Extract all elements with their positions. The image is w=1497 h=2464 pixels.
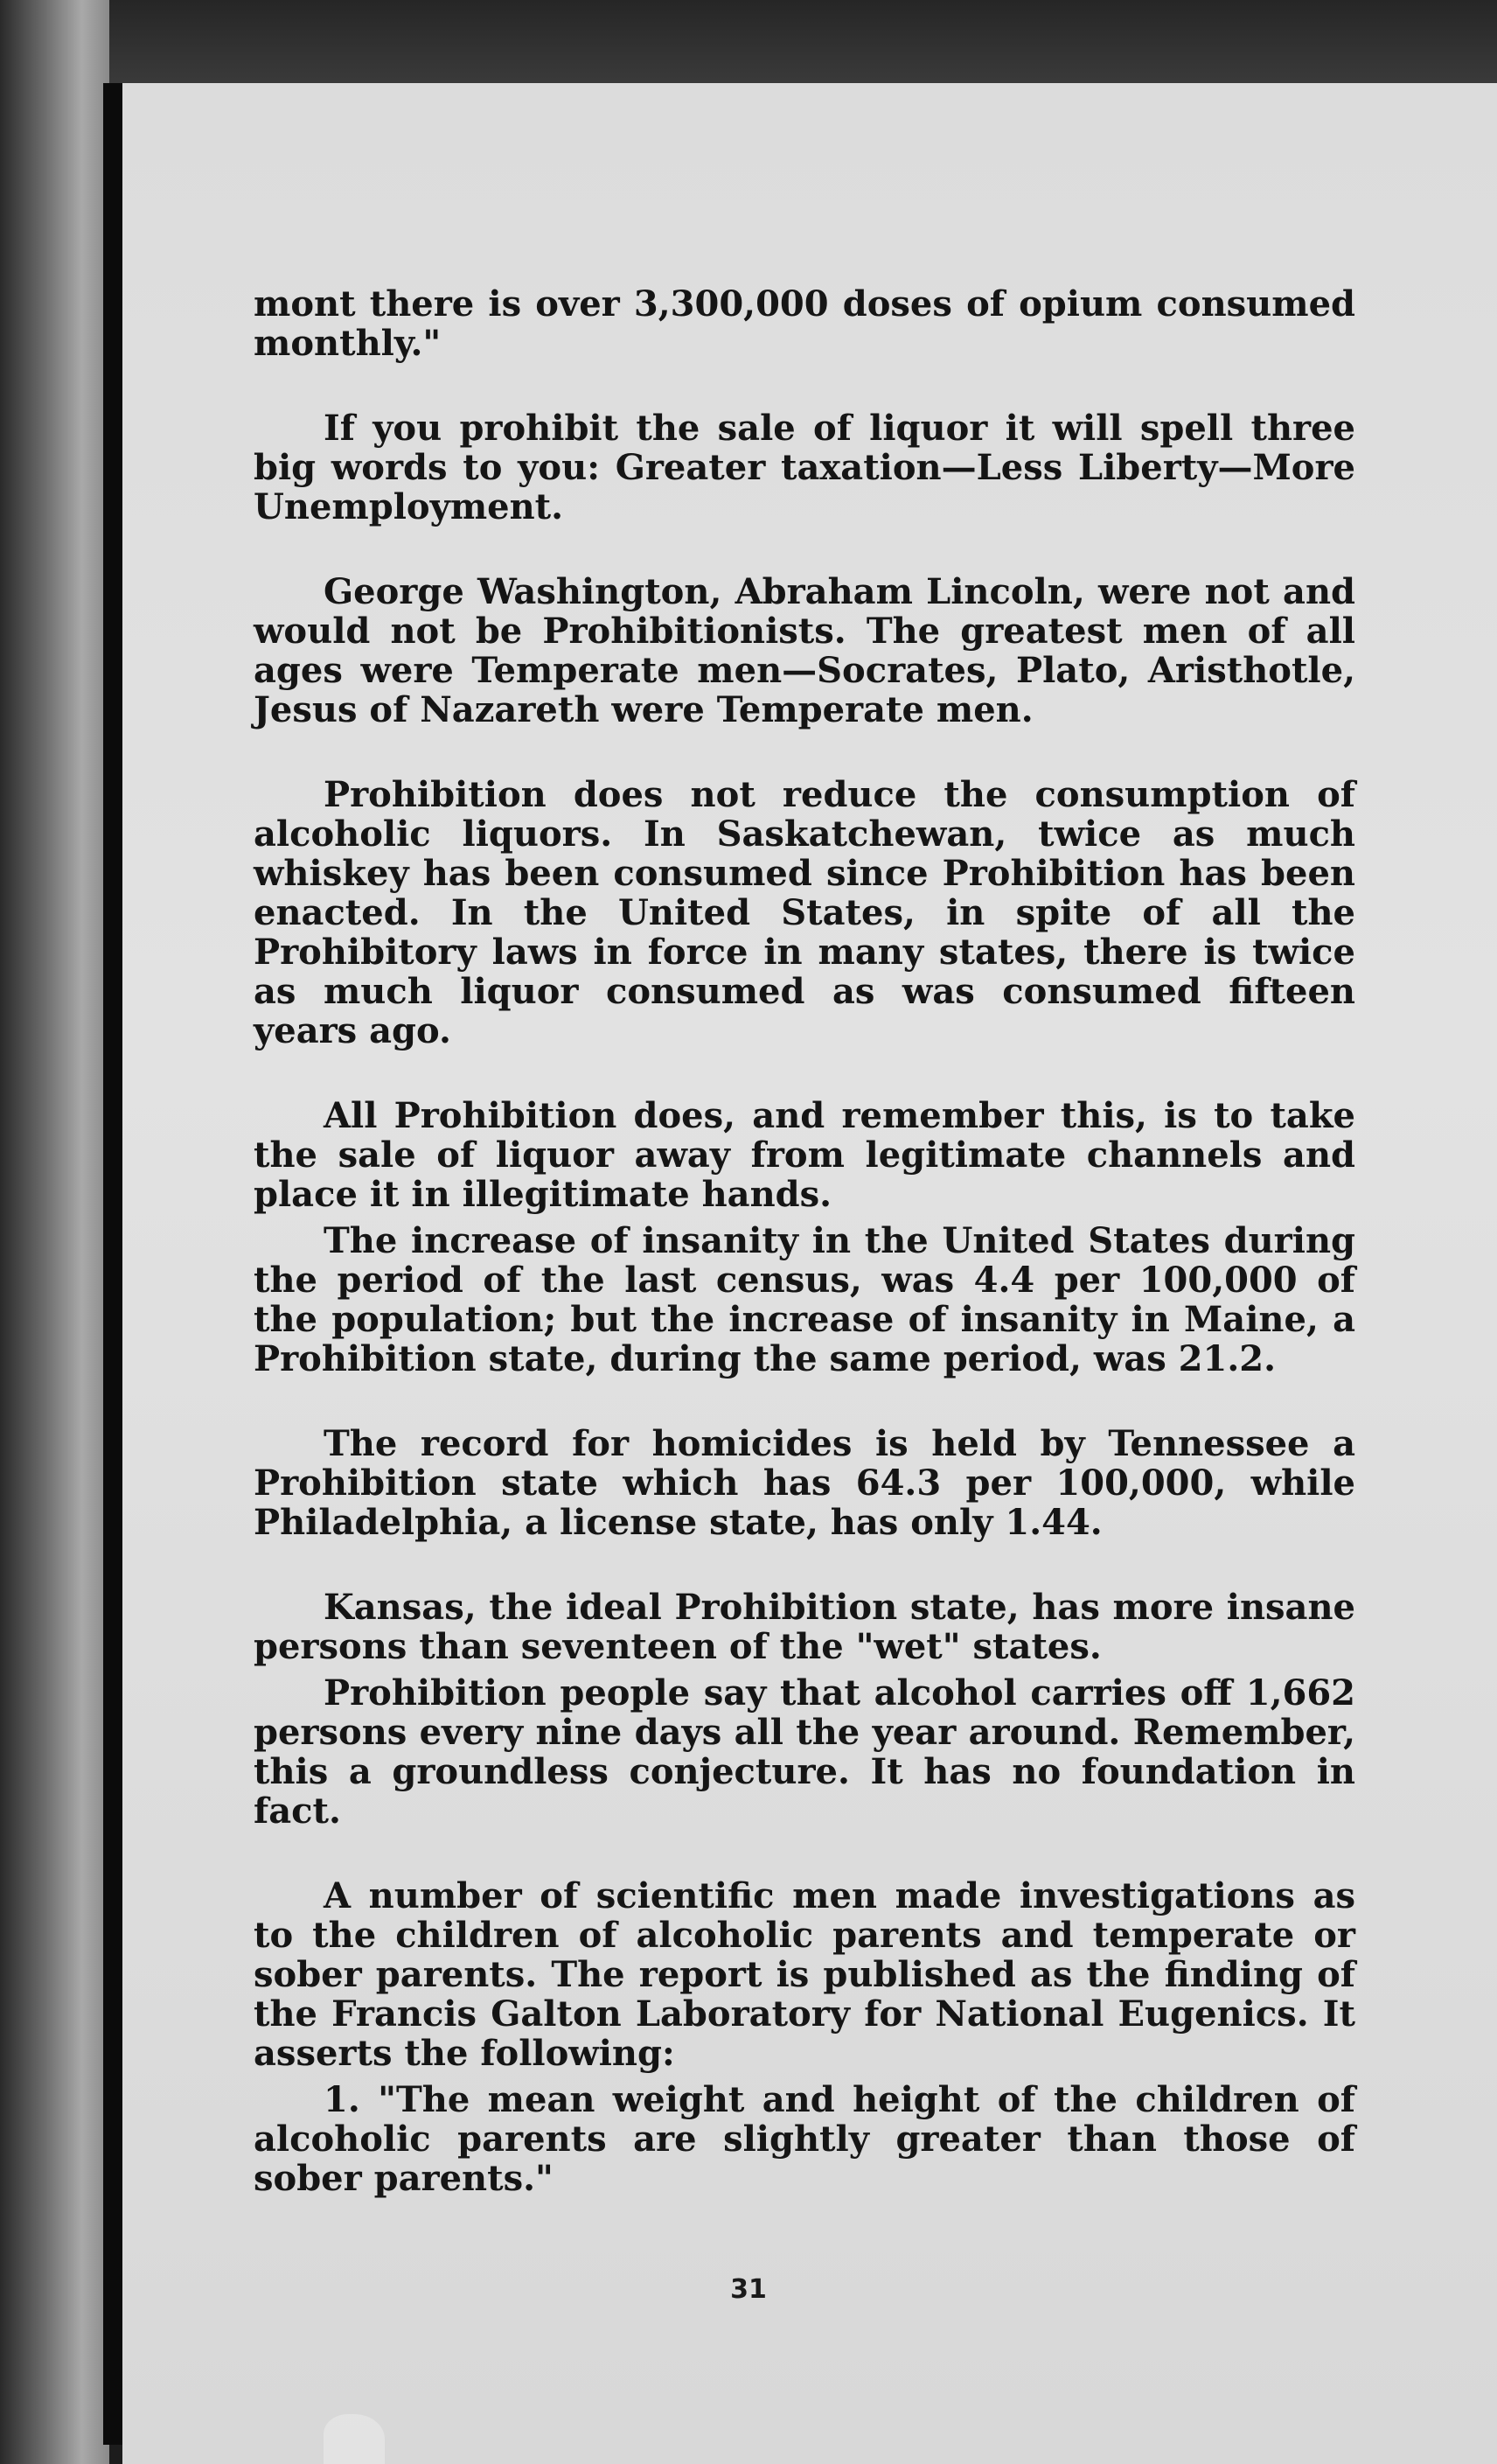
page-gutter	[103, 83, 122, 2445]
paragraph-galton-laboratory: A number of scientific men made investigations as to the children of alcoholic parents and temperate or sober parents. The report is published as the finding of the Francis Galton Laboratory for National Eugenics. It asserts the following:	[254, 1875, 1355, 2074]
page-stain	[324, 2414, 385, 2464]
paragraph-homicides: The record for homicides is held by Tennessee a Prohibition state which has 64.3 per 100,000, while Philadelphia, a license state, has only 1.44.	[254, 1423, 1355, 1543]
paragraph-illegitimate-hands: All Prohibition does, and remember this, is to take the sale of liquor away from legitimate channels and place it in illegitimate hands.	[254, 1095, 1355, 1215]
paragraph-alcohol-deaths: Prohibition people say that alcohol carries off 1,662 persons every nine days all the year around. Remember, this a groundless conjecture. It has no foundation in fact.	[254, 1672, 1355, 1832]
page-number: 31	[730, 2274, 767, 2305]
paragraph-opium: mont there is over 3,300,000 doses of opium consumed monthly."	[254, 283, 1355, 364]
paragraph-consumption: Prohibition does not reduce the consumption of alcoholic liquors. In Saskatchewan, twice as much whiskey has been consumed since Prohibition has been enacted. In the United States, in spite of all the Prohibitory laws in force in many states, there is twice as much liquor consumed as was consumed fifteen years ago.	[254, 774, 1355, 1051]
paragraph-prohibit-liquor: If you prohibit the sale of liquor it will spell three big words to you: Greater taxation—Less Liberty—More Unemployment.	[254, 408, 1355, 527]
film-margin-left	[0, 0, 109, 2464]
paragraph-finding-one: 1. "The mean weight and height of the children of alcoholic parents are slightly greater than those of sober parents."	[254, 2079, 1355, 2199]
page-body	[254, 284, 1355, 2244]
film-margin-top	[109, 0, 1497, 83]
paragraph-temperate-men: George Washington, Abraham Lincoln, were not and would not be Prohibitionists. The greatest men of all ages were Temperate men—Socrates, Plato, Aristhotle, Jesus of Nazareth were Temperate men.	[254, 571, 1355, 730]
paragraph-kansas: Kansas, the ideal Prohibition state, has more insane persons than seventeen of the "wet" states.	[254, 1587, 1355, 1667]
paragraph-insanity: The increase of insanity in the United States during the period of the last census, was 4.4 per 100,000 of the population; but the increase of insanity in Maine, a Prohibition state, during the same period, was 21.2.	[254, 1220, 1355, 1379]
